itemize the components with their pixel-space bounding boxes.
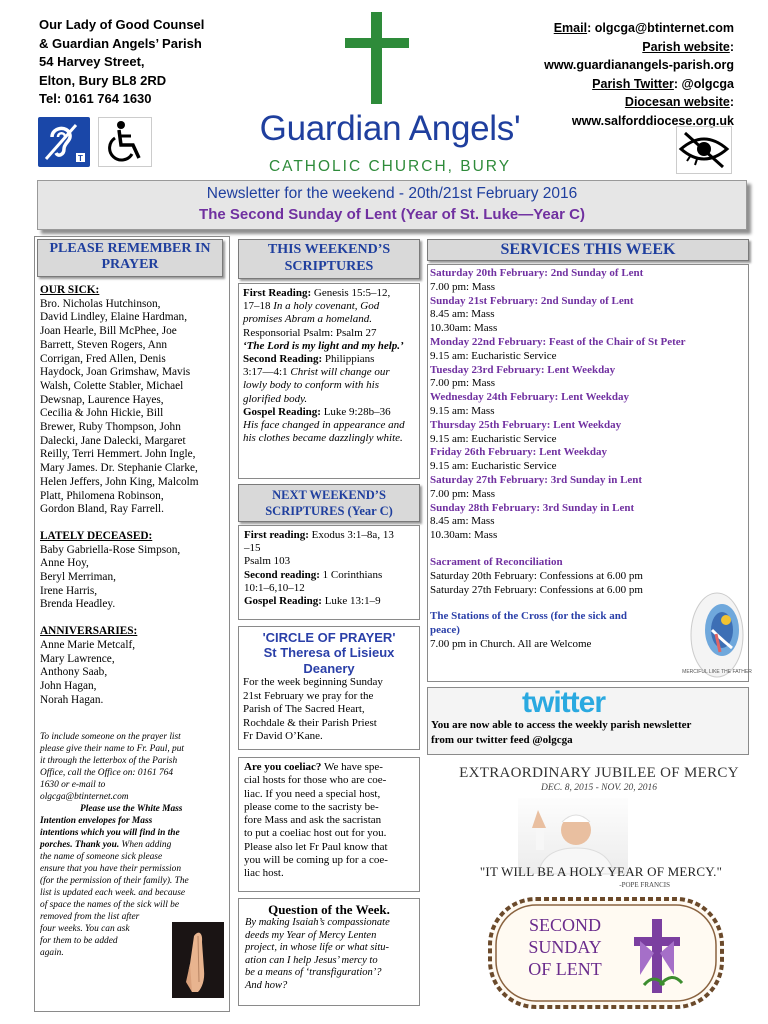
hearing-loop-icon [38,117,90,167]
praying-hands-image [172,922,224,998]
service-day-heading: Saturday 27th February: 3rd Sunday in Lent [430,473,643,486]
note-line: the name of someone sick please [40,852,163,862]
circle-text-line: Fr David O’Kane. [243,730,323,742]
anniversaries-list [40,639,228,708]
circle-text-line: Parish of The Sacred Heart, [243,703,365,715]
anniversary-name-line: Anthony Saab, [40,666,108,679]
note-line: list is updated each week. and because [40,888,186,898]
sick-name-line: Haydock, Joan Grimshaw, Mavis [40,366,191,379]
coeliac-text-line: Please also let Fr Paul know that [244,840,388,853]
website-label: Parish website [642,39,730,54]
website-link[interactable]: www.guardianangels-parish.org [544,58,734,72]
service-time-line: 7.00 pm: Mass [430,487,496,500]
second-reading-text: Christ will change our lowly body to conform with his glorified body. [243,366,390,405]
next-scriptures-heading: NEXT WEEKEND’S SCRIPTURES (Year C) [238,484,420,522]
next-first-ref: Exodus 3:1–8a, 13 [308,529,394,541]
service-time-line: 8.45 am: Mass [430,308,495,321]
question-title: Question of the Week. [268,902,390,917]
note-line: again. [40,948,64,958]
next-first-ref2: –15 [244,542,261,555]
note-line: it through the letterbox of the Parish [40,756,178,766]
deceased-name-line: Anne Hoy, [40,557,89,570]
gospel-text: His face changed in appearance and his clothes became dazzlingly white. [243,419,405,445]
psalm-ref: Responsorial Psalm: Psalm 27 [243,326,377,339]
circle-text-line: For the week beginning Sunday [243,676,383,688]
twitter-handle[interactable]: : @olgcga [673,76,734,91]
eye-icon [676,126,732,174]
reconciliation-heading: Sacrament of Reconciliation [430,555,563,568]
circle-of-prayer-box [238,626,420,750]
remember-heading: PLEASE REMEMBER IN PRAYER [37,239,223,277]
deceased-name-line: Beryl Merriman, [40,571,116,584]
services-heading: SERVICES THIS WEEK [427,239,749,261]
circle-text-line: 21st February we pray for the [243,689,374,702]
sick-name-line: Helen Jeffers, John King, Malcolm [40,475,199,488]
coeliac-text-line: please come to the sacristy be- [244,800,379,813]
white-mass-line: porches. Thank you. [40,840,120,850]
coeliac-text-line: fore Mass and ask the sacristan [244,814,382,827]
year-of-mercy-logo [682,590,752,680]
deceased-name-line: Irene Harris, [40,584,98,597]
service-time-line: 8.45 am: Mass [430,515,495,528]
question-text-line: deeds my Year of Mercy Lenten [245,929,377,941]
service-day-heading: Sunday 21st February: 2nd Sunday of Lent [430,294,634,307]
coeliac-text-line: liac. If you need a special host, [244,787,381,800]
sick-name-line: David Lindley, Elaine Hardman, [40,311,188,324]
question-text-line: be a means of ‘transfiguration’? [245,967,382,979]
parish-name-line2: & Guardian Angels’ Parish [39,35,202,51]
white-mass-tail: When adding [119,840,172,850]
service-day-heading: Wednesday 24th February: Lent Weekday [430,391,630,404]
anniversary-name-line: Norah Hagan. [40,693,104,706]
note-line: olgcga@btinternet.com [40,792,129,802]
coeliac-lines [244,774,414,880]
banner-date-line: Newsletter for the weekend - 20th/21st February 2016 [206,185,578,202]
note-line: of space the names of the sick will be [40,900,180,910]
question-text-line: ation can I help Jesus’ mercy to [245,954,378,966]
twitter-label: Parish Twitter [592,76,674,91]
jubilee-attribution: -POPE FRANCIS [619,881,670,889]
parish-tel: Tel: 0161 764 1630 [39,91,152,106]
stations-heading-1: The Stations of the Cross (for the sick and [430,610,627,623]
diocesan-colon: : [729,95,734,109]
service-time-line: 7.00 pm: Mass [430,280,496,293]
newsletter-banner [37,180,747,230]
cross-icon [342,12,412,104]
parish-name-line1: Our Lady of Good Counsel [39,17,205,32]
email-label: Email [553,21,588,35]
deceased-list [40,544,228,613]
stations-heading-2: peace) [430,624,460,637]
jubilee-dates: DEC. 8, 2015 - NOV. 20, 2016 [541,783,657,793]
website-colon: : [729,39,734,54]
service-time-line: 10.30am: Mass [430,529,498,542]
reconciliation-line: Saturday 27th February: Confessions at 6.00 pm [430,583,643,596]
service-day-heading: Thursday 25th February: Lent Weekday [430,418,622,431]
white-mass-line: intentions which you will find in the [40,828,180,838]
sick-name-line: Joan Hearle, Bill McPhee, Joe [40,325,177,338]
deceased-name-line: Brenda Headley. [40,598,116,611]
circle-subtitle-1: St Theresa of Lisieux [263,645,395,660]
parish-street: 54 Harvey Street, [39,54,145,69]
next-scriptures-box [238,525,420,620]
circle-title: 'CIRCLE OF PRAYER' [262,630,396,645]
scriptures-heading: THIS WEEKEND’S SCRIPTURES [238,239,420,279]
jubilee-title: EXTRAORDINARY JUBILEE OF MERCY [459,765,739,781]
service-day-heading: Friday 26th February: Lent Weekday [430,446,608,459]
next-gospel-ref: Luke 13:1–9 [321,595,381,608]
service-day-heading: Tuesday 23rd February: Lent Weekday [430,363,616,376]
sick-list [40,298,228,517]
note-line: 1630 or e-mail to [40,780,106,790]
service-time-line: 9.15 am: Eucharistic Service [430,432,557,445]
note-line: (for the permission of their family). The [40,876,189,886]
mercy-logo-text: MERCIFUL LIKE THE FATHER [682,669,752,675]
first-reading-label: First Reading: [243,287,312,299]
note-line: for them to be added [40,936,118,946]
twitter-logo[interactable]: twitter [522,686,605,719]
note-line: To include someone on the prayer list [40,732,181,742]
services-items [430,267,745,543]
white-mass-line: Intention envelopes for Mass [40,816,153,826]
parish-address [39,16,204,109]
anniversaries-heading: ANNIVERSARIES: [40,625,138,638]
note-line: removed from the list after [40,912,140,922]
note-line: four weeks. You can ask [40,924,130,934]
twitter-text-1: You are now able to access the weekly parish newsletter [431,719,692,731]
next-second-ref2: 10:1–6,10–12 [244,581,305,594]
service-time-line: 7.00 pm: Mass [430,377,496,390]
second-reading-ref: Philippians [322,353,375,366]
circle-lines [239,676,419,744]
service-time-line: 9.15 am: Eucharistic Service [430,349,557,362]
twitter-box [427,687,749,755]
gospel-ref: Luke 9:28b–36 [320,405,391,418]
question-text-line: project, in whose life or what situ- [245,942,389,954]
white-mass-lines [40,803,230,851]
church-logo-subtitle: CATHOLIC CHURCH, BURY [268,158,512,175]
gospel-label: Gospel Reading: [243,405,321,418]
diocesan-label: Diocesan website [624,95,730,109]
lent-line-2: SUNDAY [528,937,602,957]
first-reading-text: In a holy covenant, God promises Abram a homeland. [243,300,380,326]
question-lines [245,917,413,993]
next-first-label: First reading: [244,529,309,541]
twitter-text-2: from our twitter feed @olgcga [431,734,573,746]
coeliac-text-line: cial hosts for those who are coe- [244,774,387,787]
next-psalm: Psalm 103 [244,555,291,568]
service-day-heading: Saturday 20th February: 2nd Sunday of Lent [430,267,644,279]
first-reading-ref2: 17–18 [243,300,274,313]
sick-name-line: Cecilia & John Hickie, Bill [40,407,164,420]
reconciliation-line: Saturday 20th February: Confessions at 6.00 pm [430,569,643,582]
deceased-name-line: Baby Gabriella-Rose Simpson, [40,543,181,556]
service-time-line: 9.15 am: Mass [430,404,495,417]
question-text-line: By making Isaiah’s compassionate [245,917,390,928]
sick-name-line: Bro. Nicholas Hutchinson, [40,297,161,310]
sick-name-line: Reilly, Terri Hemmert. John Ingle, [40,448,196,461]
lent-line-1: SECOND [528,915,601,935]
question-of-week-box [238,898,420,1006]
sick-name-line: Mary James. Dr. Stephanie Clarke, [40,462,198,475]
wheelchair-icon [98,117,152,167]
service-time-line: 10.30am: Mass [430,322,498,335]
second-reading-ref2: 3:17—4:1 [243,366,291,379]
service-day-heading: Sunday 28th February: 3rd Sunday in Lent [430,501,635,514]
anniversary-name-line: Mary Lawrence, [40,652,115,665]
coeliac-box [238,757,420,892]
church-logo-title: Guardian Angels' [259,109,521,148]
sick-name-line: Dewsnap, Laurence Hayes, [40,393,164,406]
remember-body [40,284,228,707]
first-reading-ref: Genesis 15:5–12, [311,287,391,299]
stations-text: 7.00 pm in Church. All are Welcome [430,637,592,650]
second-sunday-lent-graphic [484,893,728,1013]
note-line: ensure that you have their permission [40,864,182,874]
svg-text:T: T [78,154,83,163]
white-mass-line: Please use the White Mass [80,804,183,814]
service-day-heading: Monday 22nd February: Feast of the Chair of St Peter [430,335,686,348]
service-time-line: 9.15 am: Eucharistic Service [430,460,557,473]
next-second-label: Second reading: [244,568,320,581]
banner-sunday-line: The Second Sunday of Lent (Year of St. Luke—Year C) [199,206,585,223]
parish-town: Elton, Bury BL8 2RD [39,72,167,88]
contacts [544,19,734,130]
coeliac-text-line: to put a coeliac host out for you. [244,827,387,840]
psalm-text: ‘The Lord is my light and my help.’ [243,339,404,352]
note-lines [40,731,230,803]
anniversary-name-line: John Hagan, [40,679,97,692]
coeliac-first-line: We have spe- [321,761,383,773]
deceased-heading: LATELY DECEASED: [40,529,153,542]
sick-name-line: Dalecki, Jane Dalecki, Margaret [40,434,186,447]
coeliac-text-line: you will be coming up for a coe- [244,854,388,867]
sick-name-line: Platt, Philomena Robinson, [40,489,164,502]
coeliac-text-line: liac host. [244,867,284,880]
sick-heading: OUR SICK: [40,284,100,296]
sick-name-line: Corrigan, Fred Allen, Denis [40,352,166,365]
pope-francis-image [518,798,628,874]
anniversary-name-line: Anne Marie Metcalf, [40,638,136,651]
white-mass-last-line [40,839,230,851]
note-line: please give their name to Fr. Paul, put [40,744,184,754]
circle-text-line: Rochdale & their Parish Priest [243,716,377,729]
question-text-line: And how? [245,979,288,991]
sick-name-line: Walsh, Colette Stabler, Michael [40,379,184,392]
next-second-ref: 1 Corinthians [319,568,383,581]
second-reading-label: Second Reading: [243,353,323,366]
diocesan-link[interactable]: www.salforddiocese.org.uk [571,113,734,128]
lent-line-3: OF LENT [528,959,602,979]
sick-name-line: Gordon Bland, Ray Farrell. [40,503,164,516]
next-gospel-label: Gospel Reading: [244,595,322,608]
jubilee-quote: "IT WILL BE A HOLY YEAR OF MERCY." [479,864,723,879]
circle-subtitle-2: Deanery [303,661,355,676]
email-address[interactable]: : olgcga@btinternet.com [587,21,734,35]
scriptures-box [238,283,420,479]
sick-name-line: Barrett, Steven Rogers, Ann [40,338,168,351]
note-line: Office, call the Office on: 0161 764 [40,768,174,778]
coeliac-question: Are you coeliac? [244,761,322,773]
sick-name-line: Brewer, Ruby Thompson, John [40,421,181,434]
